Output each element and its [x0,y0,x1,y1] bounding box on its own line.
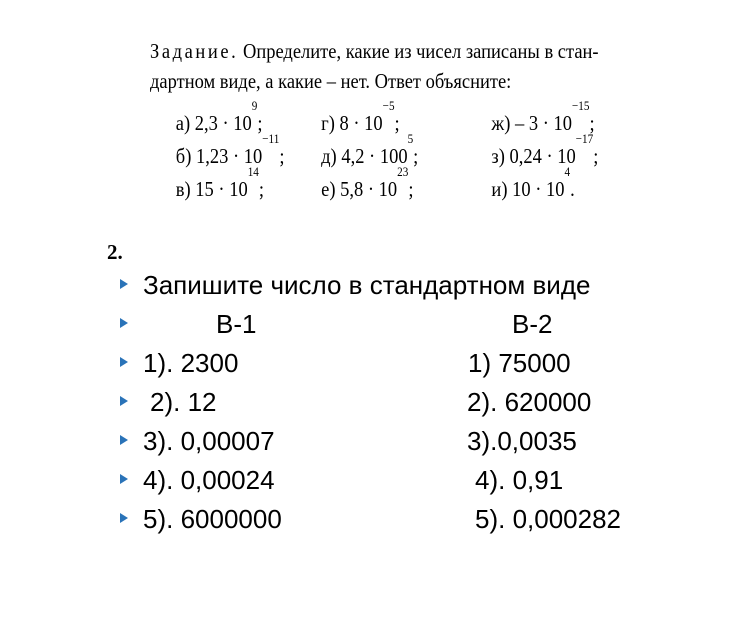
variant1-item: 2). 12 [150,387,217,417]
variant2-item: 4). 0,91 [475,465,564,495]
task-label: Задание. [150,39,239,63]
variant1-item: 4). 0,00024 [143,465,275,495]
task-item-zh: $ж) - 3 \cdot 10^{-15}$; [491,98,595,135]
bullet-arrow-icon [120,396,128,406]
list-item [120,503,720,542]
task-item-d: д) $4,2 \cdot 100^5$; [321,131,419,168]
list-item [120,464,720,503]
variant1-item: 5). 6000000 [143,504,282,534]
bullet-arrow-icon [120,279,128,289]
task-item-a: а) $2,3 \cdot 10^9$; [175,98,263,135]
variant1-item: 1). 2300 [143,348,239,378]
variant2-label: В-2 [512,309,553,339]
list-item [120,308,720,347]
task-item-g: г) $8 \cdot 10^{-5}$; [321,98,400,135]
task-item-v: в) $15 \cdot 10^{14}$; [175,164,265,201]
list-item [120,386,720,425]
variant2-item: 3).0,0035 [467,426,577,456]
task-item-z: з) $0,24 \cdot 10^{-17}$; [491,131,599,168]
variant2-item: 1) 75000 [468,348,571,378]
variant1-label: В-1 [216,309,257,339]
task-intro [150,36,666,96]
list-item [120,425,720,464]
bullet-arrow-icon [120,435,128,445]
list-item [120,347,720,386]
section-number: 2. [107,240,123,264]
bullet-arrow-icon [120,318,128,328]
task-text-line2: дартном виде, а какие – нет. Ответ объясните: [150,69,512,93]
bullet-arrow-icon [120,474,128,484]
task-block [150,36,597,208]
variant2-item: 5). 0,000282 [475,504,622,534]
variant2-item: 2). 620000 [467,387,592,417]
task-item-b: б) $1,23 \cdot 10^{-11}$; [175,131,285,168]
task-item-e: е) $5,8 \cdot 10^{23}$; [321,164,414,201]
bullet-arrow-icon [120,357,128,367]
task-item-i: и) $10 \cdot 10^4$. [491,164,575,201]
list-item [120,269,720,308]
variant1-item: 3). 0,00007 [143,426,275,456]
task-items-grid [150,98,599,208]
exercise-list [120,269,720,542]
bullet-arrow-icon [120,513,128,523]
exercise-heading: Запишите число в стандартном виде [143,270,591,300]
task-text-line1: Определите, какие из чисел записаны в стан- [242,39,599,63]
